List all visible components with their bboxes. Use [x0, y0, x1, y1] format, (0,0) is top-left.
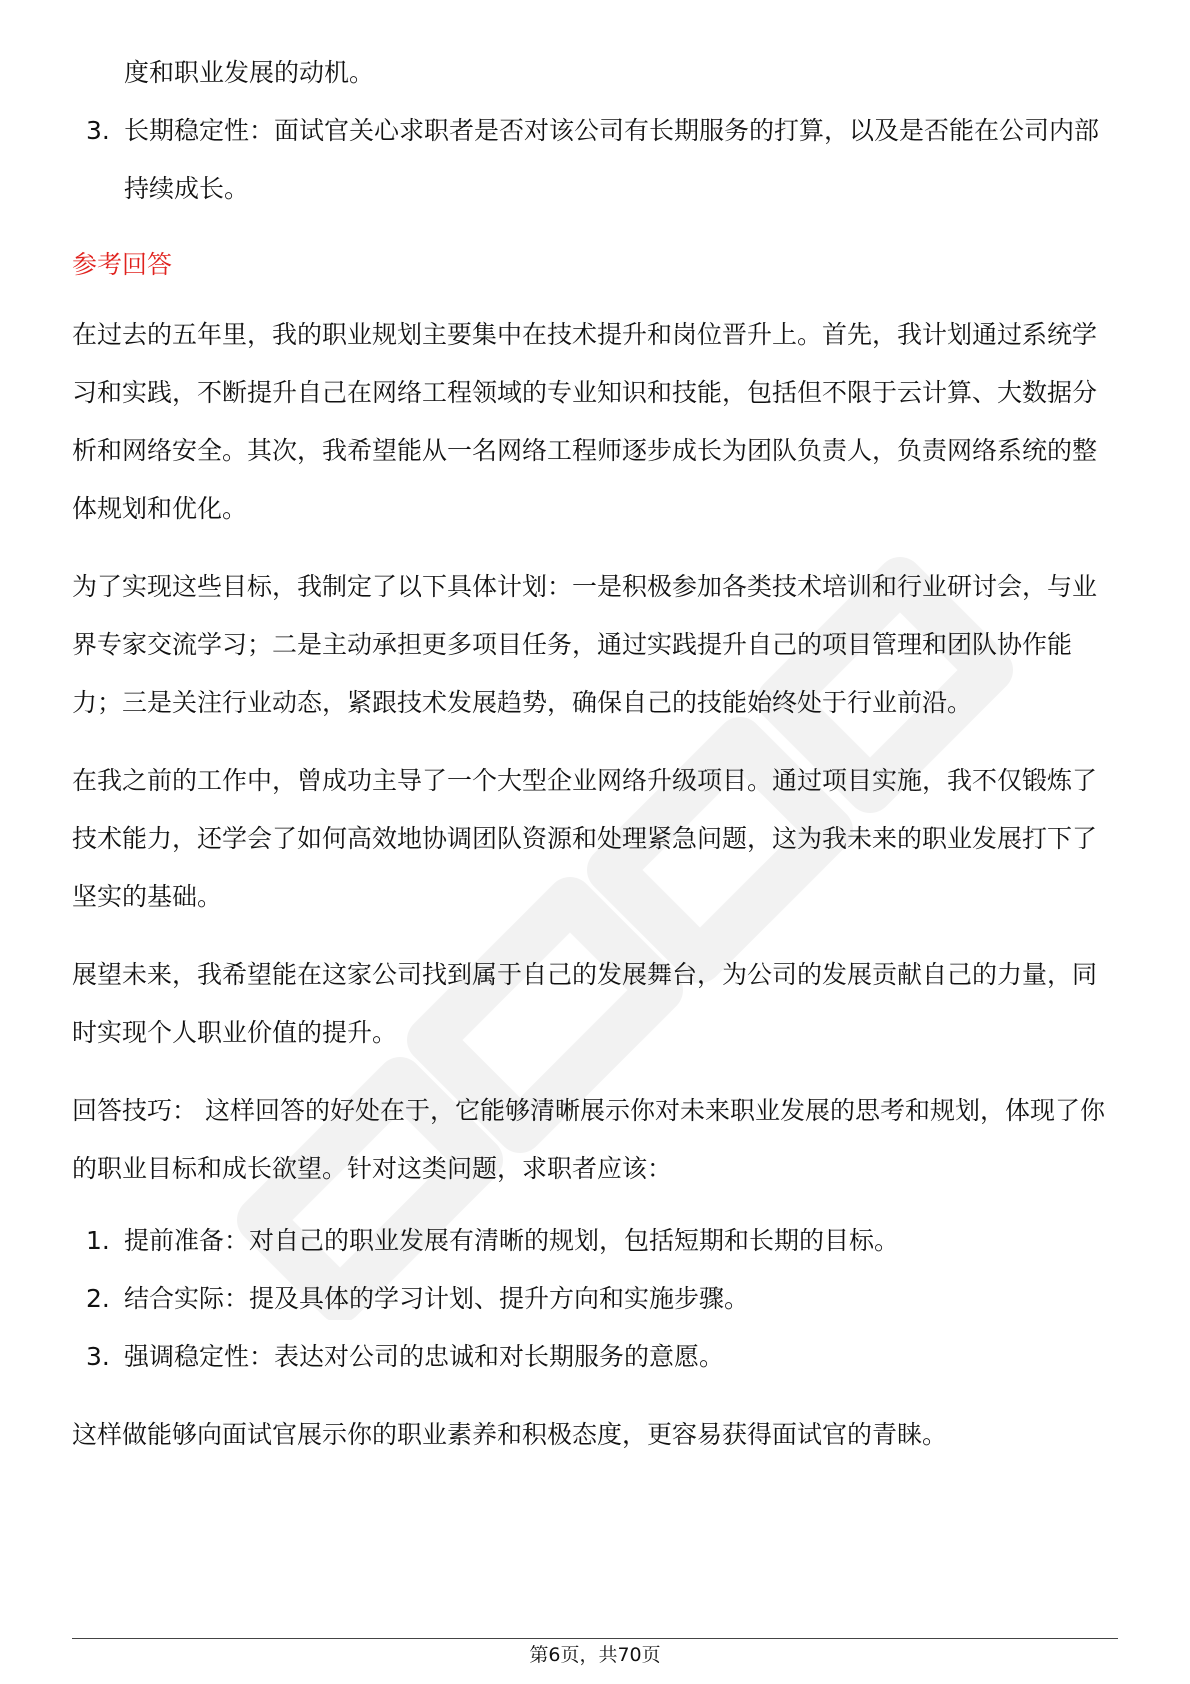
tips-list: [72, 1212, 1118, 1386]
list-item: [72, 1212, 1118, 1270]
footer-divider: [72, 1638, 1118, 1639]
list-item: [72, 1270, 1118, 1328]
list-number: 2.: [86, 1284, 110, 1313]
list-text: 结合实际：提及具体的学习计划、提升方向和实施步骤。: [124, 1284, 750, 1313]
list-number: 3.: [86, 1342, 110, 1371]
section-heading: 参考回答: [72, 250, 173, 279]
paragraph: 在我之前的工作中，曾成功主导了一个大型企业网络升级项目。通过项目实施，我不仅锻炼了技术能力，还学会了如何高效地协调团队资源和处理紧急问题，这为我未来的职业发展打下了坚实的基础。: [72, 766, 1098, 911]
paragraph: 展望未来，我希望能在这家公司找到属于自己的发展舞台，为公司的发展贡献自己的力量，同时实现个人职业价值的提升。: [72, 960, 1098, 1047]
paragraph: 在过去的五年里，我的职业规划主要集中在技术提升和岗位晋升上。首先，我计划通过系统学习和实践，不断提升自己在网络工程领域的专业知识和技能，包括但不限于云计算、大数据分析和网络安全。其次，我希望能从一名网络工程师逐步成长为团队负责人，负责网络系统的整体规划和优化。: [72, 320, 1098, 523]
page-number: 第6页，共70页: [529, 1644, 661, 1666]
list-text: 长期稳定性：面试官关心求职者是否对该公司有长期服务的打算，以及是否能在公司内部持续成长。: [124, 116, 1100, 203]
continuation-text: 度和职业发展的动机。: [124, 58, 375, 87]
list-text: 提前准备：对自己的职业发展有清晰的规划，包括短期和长期的目标。: [124, 1226, 900, 1255]
document-body: [72, 44, 1118, 1464]
list-item: [72, 1328, 1118, 1386]
list-number: 3.: [86, 116, 110, 145]
list-item: [72, 102, 1118, 218]
closing-paragraph: 这样做能够向面试官展示你的职业素养和积极态度，更容易获得面试官的青睐。: [72, 1420, 948, 1449]
list-number: 1.: [86, 1226, 110, 1255]
list-text: 强调稳定性：表达对公司的忠诚和对长期服务的意愿。: [124, 1342, 725, 1371]
paragraph: 为了实现这些目标，我制定了以下具体计划：一是积极参加各类技术培训和行业研讨会，与业界专家交流学习；二是主动承担更多项目任务，通过实践提升自己的项目管理和团队协作能力；三是关注行业动态，紧跟技术发展趋势，确保自己的技能始终处于行业前沿。: [72, 572, 1098, 717]
tips-intro: 回答技巧： 这样回答的好处在于，它能够清晰展示你对未来职业发展的思考和规划，体现了你的职业目标和成长欲望。针对这类问题，求职者应该：: [72, 1096, 1105, 1183]
